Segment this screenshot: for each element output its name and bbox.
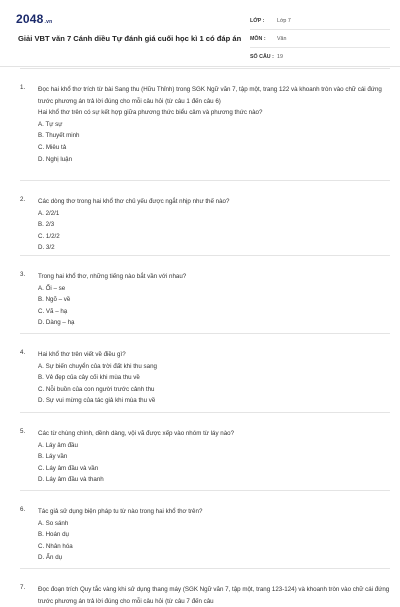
answer-option[interactable]: D. Sự vui mừng của tác giả khi mùa thu về	[38, 397, 156, 405]
meta-key: LỚP :	[250, 17, 265, 24]
question-number: 7.	[20, 584, 26, 591]
answer-option[interactable]: D. Ẩn dụ	[38, 554, 63, 562]
divider	[20, 180, 390, 181]
question-body	[38, 271, 393, 329]
question-body	[38, 84, 393, 165]
question-text: Hai khổ thơ trên viết về điều gì?	[38, 351, 126, 358]
answer-option[interactable]: B. Láy vần	[38, 453, 68, 461]
answer-option[interactable]: D. 3/2	[38, 244, 55, 252]
answer-option[interactable]: B. 2/3	[38, 221, 55, 229]
question-number: 5.	[20, 428, 26, 435]
question-body	[38, 506, 393, 564]
answer-option[interactable]: C. 1/2/2	[38, 232, 60, 240]
answer-option[interactable]: C. Nỗi buồn của con người trước cảnh thu	[38, 385, 155, 393]
answer-option[interactable]: C. Miêu tả	[38, 143, 67, 151]
answer-option[interactable]: C. Láy âm đầu và vần	[38, 464, 99, 472]
answer-option[interactable]: B. Ngõ – về	[38, 296, 71, 304]
divider	[20, 68, 390, 69]
meta-value: Văn	[277, 35, 287, 42]
answer-option[interactable]: A. So sánh	[38, 519, 69, 527]
answer-option[interactable]: B. Hoán dụ	[38, 531, 69, 539]
logo-sub: .vn	[44, 19, 53, 25]
meta-key: MÔN :	[250, 35, 266, 42]
answer-option[interactable]: C. Vã – hạ	[38, 307, 68, 315]
site-logo[interactable]	[16, 12, 52, 26]
meta-value: 19	[277, 53, 283, 60]
meta-value: Lớp 7	[277, 17, 291, 24]
divider	[20, 412, 390, 413]
divider	[20, 333, 390, 334]
logo-main: 2048	[16, 12, 44, 26]
answer-option[interactable]: A. Tự sự	[38, 120, 63, 128]
answer-option[interactable]: D. Dàng – hạ	[38, 319, 75, 327]
question-text: Các từ chùng chình, dềnh dàng, vội vã được xếp vào nhóm từ láy nào?	[38, 430, 235, 437]
page-title: Giải VBT văn 7 Cánh diều Tự đánh giá cuối học kì 1 có đáp án	[18, 34, 242, 43]
answer-option[interactable]: B. Vẻ đẹp của cây cối khi mùa thu về	[38, 374, 140, 382]
answer-option[interactable]: C. Nhân hóa	[38, 542, 73, 550]
meta-row-count	[250, 48, 390, 65]
question-text: Tác giả sử dụng biện pháp tu từ nào trong hai khổ thơ trên?	[38, 508, 203, 515]
answer-option[interactable]: B. Thuyết minh	[38, 132, 80, 140]
meta-row-subject	[250, 30, 390, 48]
question-body	[38, 584, 393, 607]
question-text: Đọc hai khổ thơ trích từ bài Sang thu (Hữu Thỉnh) trong SGK Ngữ văn 7, tập một, trang 122 và khoanh tròn vào chữ cái đứng trước phương án trả lời đúng cho mỗi câu hỏi (từ câu 1 đến câu 6)	[38, 86, 382, 105]
question-number: 2.	[20, 196, 26, 203]
question-body	[38, 428, 393, 486]
question-number: 1.	[20, 84, 26, 91]
meta-row-class	[250, 12, 390, 30]
question-text: Các dòng thơ trong hai khổ thơ chủ yếu được ngắt nhịp như thế nào?	[38, 198, 230, 205]
question-number: 4.	[20, 349, 26, 356]
divider	[20, 255, 390, 256]
question-body	[38, 196, 393, 254]
answer-option[interactable]: A. 2/2/1	[38, 209, 60, 217]
answer-option[interactable]: A. Láy âm đầu	[38, 441, 78, 449]
meta-info	[250, 12, 390, 65]
question-number: 6.	[20, 506, 26, 513]
answer-option[interactable]: D. Láy âm đầu và thanh	[38, 476, 104, 484]
question-number: 3.	[20, 271, 26, 278]
question-text: Trong hai khổ thơ, những tiếng nào bắt vần với nhau?	[38, 273, 187, 280]
answer-option[interactable]: A. Sự biến chuyển của trời đất khi thu sang	[38, 362, 157, 370]
question-body	[38, 349, 393, 407]
header	[0, 0, 400, 67]
question-prompt: Hai khổ thơ trên có sự kết hợp giữa phương thức biểu cảm và phương thức nào?	[38, 109, 263, 117]
question-text: Đọc đoạn trích Quy tắc vàng khi sử dụng thang máy (SGK Ngữ văn 7, tập một, trang 123-124) và khoanh tròn vào chữ cái đứng trước phương án trả lời đúng cho mỗi câu hỏi (từ câu 7 đến câu	[38, 586, 390, 605]
divider	[20, 490, 390, 491]
answer-option[interactable]: A. Ổi – se	[38, 284, 66, 292]
meta-key: SỐ CÂU :	[250, 53, 274, 60]
answer-option[interactable]: D. Nghị luận	[38, 155, 73, 163]
divider	[20, 568, 390, 569]
